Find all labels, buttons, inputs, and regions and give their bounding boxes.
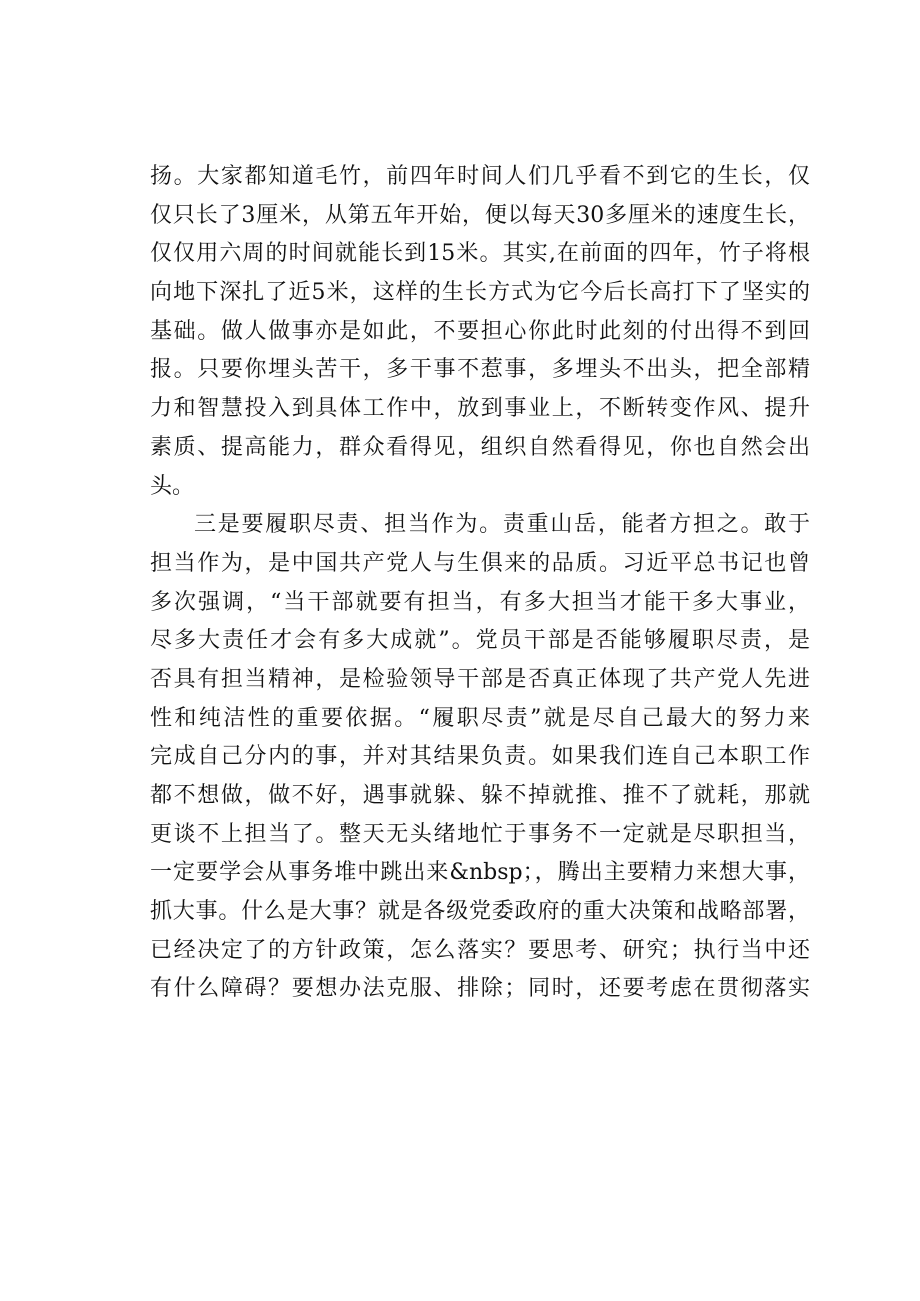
text-line: 完成自己分内的事，并对其结果负责。如果我们连自己本职工作	[150, 744, 810, 770]
text-line: 头。	[150, 473, 195, 499]
text-line: 素质、提高能力，群众看得见，组织自然看得见，你也自然会出	[150, 434, 810, 460]
text-line: 已经决定了的方针政策，怎么落实？要思考、研究；执行当中还	[150, 937, 810, 963]
text-line: 都不想做，做不好，遇事就躲、躲不掉就推、推不了就耗，那就	[150, 783, 810, 808]
text-line: 向地下深扎了近5米，这样的生长方式为它今后长高打下了坚实的	[150, 280, 810, 306]
text-line: 有什么障碍？要想办法克服、排除；同时，还要考虑在贯彻落实	[150, 976, 810, 1002]
text-line: 基础。做人做事亦是如此，不要担心你此时此刻的付出得不到回	[150, 318, 810, 344]
text-line: 力和智慧投入到具体工作中，放到事业上，不断转变作风、提升	[150, 396, 810, 422]
text-line: 担当作为，是中国共产党人与生俱来的品质。习近平总书记也曾	[150, 550, 810, 576]
text-line: 尽多大责任才会有多大成就”。党员干部是否能够履职尽责，是	[150, 628, 810, 654]
text-line: 仅仅用六周的时间就能长到15米。其实,在前面的四年，竹子将根	[150, 241, 810, 267]
text-line: 报。只要你埋头苦干，多干事不惹事，多埋头不出头，把全部精	[150, 357, 810, 383]
text-line: 一定要学会从事务堆中跳出来&nbsp；，腾出主要精力来想大事，	[150, 860, 810, 886]
text-line: 扬。大家都知道毛竹，前四年时间人们几乎看不到它的生长，仅	[150, 164, 810, 189]
text-line: 否具有担当精神，是检验领导干部是否真正体现了共产党人先进	[150, 666, 810, 692]
body-text	[150, 158, 810, 1009]
text-line: 性和纯洁性的重要依据。“履职尽责”就是尽自己最大的努力来	[150, 705, 810, 731]
text-line: 仅只长了3厘米，从第五年开始，便以每天30多厘米的速度生长，	[150, 202, 810, 228]
text-line: 多次强调，“当干部就要有担当，有多大担当才能干多大事业，	[150, 589, 810, 615]
paragraph-first-line: 三是要履职尽责、担当作为。责重山岳，能者方担之。敢于	[194, 512, 810, 538]
text-line: 更谈不上担当了。整天无头绪地忙于事务不一定就是尽职担当，	[150, 821, 810, 847]
text-line: 抓大事。什么是大事？就是各级党委政府的重大决策和战略部署，	[150, 899, 810, 925]
